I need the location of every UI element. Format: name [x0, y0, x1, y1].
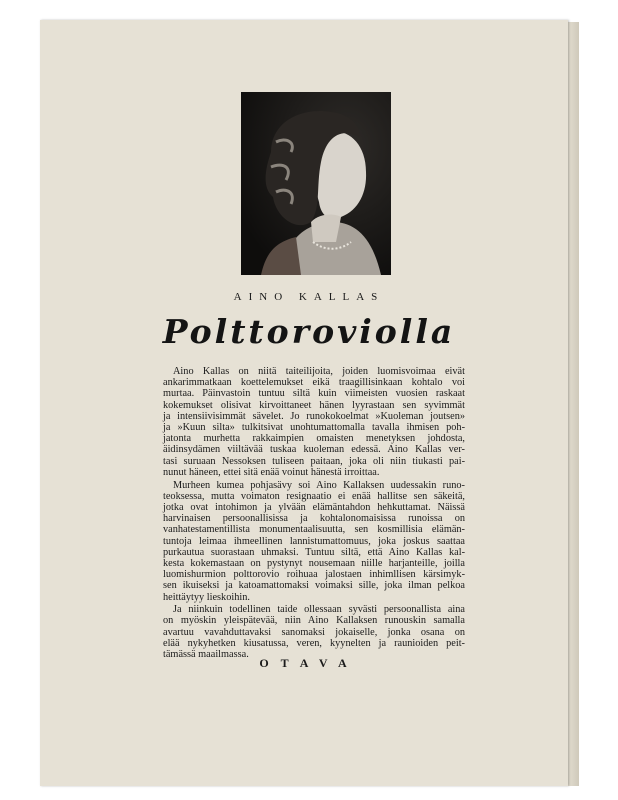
text-line: jatonta murhetta rakkaimpien omaisten menetyksen johdosta, — [163, 433, 465, 445]
text-line: elää nykyhetken kiusatussa, veren, kyynelten ja raunioiden peit- — [163, 637, 465, 649]
book-title: Polttoroviolla — [162, 312, 456, 351]
text-line: harvinaisen persoonallisissa ja kohtalonomaisissa runoissa on — [163, 513, 465, 525]
text-line: on myöskin yleispätevää, niin Aino Kallaksen runouskin samalla — [163, 615, 465, 627]
text-line: sen ikuiseksi ja katoamattomaksi voimaksi sille, joka ilman pelkoa — [163, 580, 465, 592]
text-line: heittäytyy lieskoihin. — [163, 591, 250, 603]
blurb-text — [163, 366, 465, 662]
text-line: nunut häneen, ettei sitä enää voinut hänestä irroittaa. — [163, 466, 380, 478]
text-line: Ja niinkuin todellinen taide ollessaan syvästi persoonallista aina — [173, 604, 465, 616]
text-line: tuntoja leimaa ihmeellinen lannistumattomuus, joka joskus saattaa — [163, 535, 465, 547]
text-line: jotka ovat intohimon ja ylvään elämäntahdon hehkuttamat. Näissä — [163, 501, 465, 513]
text-line: teoksessa, mutta voimaton resignaatio ei enää hallitse sen säkeitä, — [163, 490, 465, 502]
text-line: ja »Kuun silta» tulkitsivat unohtumattomalla tavalla ihmisen poh- — [163, 422, 465, 434]
text-line: tämässä maailmassa. — [163, 649, 249, 661]
text-line: vanhatestamentillista monumentaalisuutta, sen kosmillisia elämän- — [163, 524, 465, 536]
blurb-paragraph — [163, 366, 465, 478]
text-line: äidinsydämen viiltävää tuskaa kuoleman edessä. Aino Kallas ver- — [163, 444, 465, 456]
author-portrait — [241, 92, 391, 275]
text-line: kokemukset olisivat kirvoittaneet hänen lyyrastaan sen syvimmät — [163, 399, 465, 411]
text-line: tasi suruaan Nessoksen tuliseen paitaan, joka oli niin tiukasti pai- — [163, 455, 465, 467]
publisher-name: OTAVA — [259, 656, 359, 670]
text-line: murtaa. Päinvastoin tuntuu siltä kuin viimeisten vuosien raskaat — [163, 388, 465, 400]
text-line: purkautua suorastaan uhmaksi. Tuntuu siltä, että Aino Kallas kal- — [163, 546, 465, 558]
text-line: avartuu vavahduttavaksi sanomaksi jokaiselle, jonka osana on — [163, 626, 465, 638]
text-line: kesta kokemastaan on pystynyt nousemaan niille harjanteille, joilla — [163, 557, 465, 569]
text-line: ja intensiivisimmät sävelet. Jo runokokoelmat »Kuoleman joutsen» — [163, 410, 465, 422]
author-name: AINO KALLAS — [233, 291, 385, 303]
text-line: Murheen kumea pohjasävy soi Aino Kallaksen uudessakin runo- — [173, 479, 465, 491]
text-line: ankarimmatkaan koettelemukset eikä traagillisinkaan kohtalo voi — [163, 377, 465, 389]
text-line: luomishurmion polttorovio roihuaa jalostaen inhimllisen kärsimyk- — [163, 569, 465, 581]
blurb-paragraph — [163, 480, 465, 603]
blurb-paragraph — [163, 604, 465, 660]
text-line: Aino Kallas on niitä taiteilijoita, joiden luomisvoimaa eivät — [173, 366, 465, 377]
